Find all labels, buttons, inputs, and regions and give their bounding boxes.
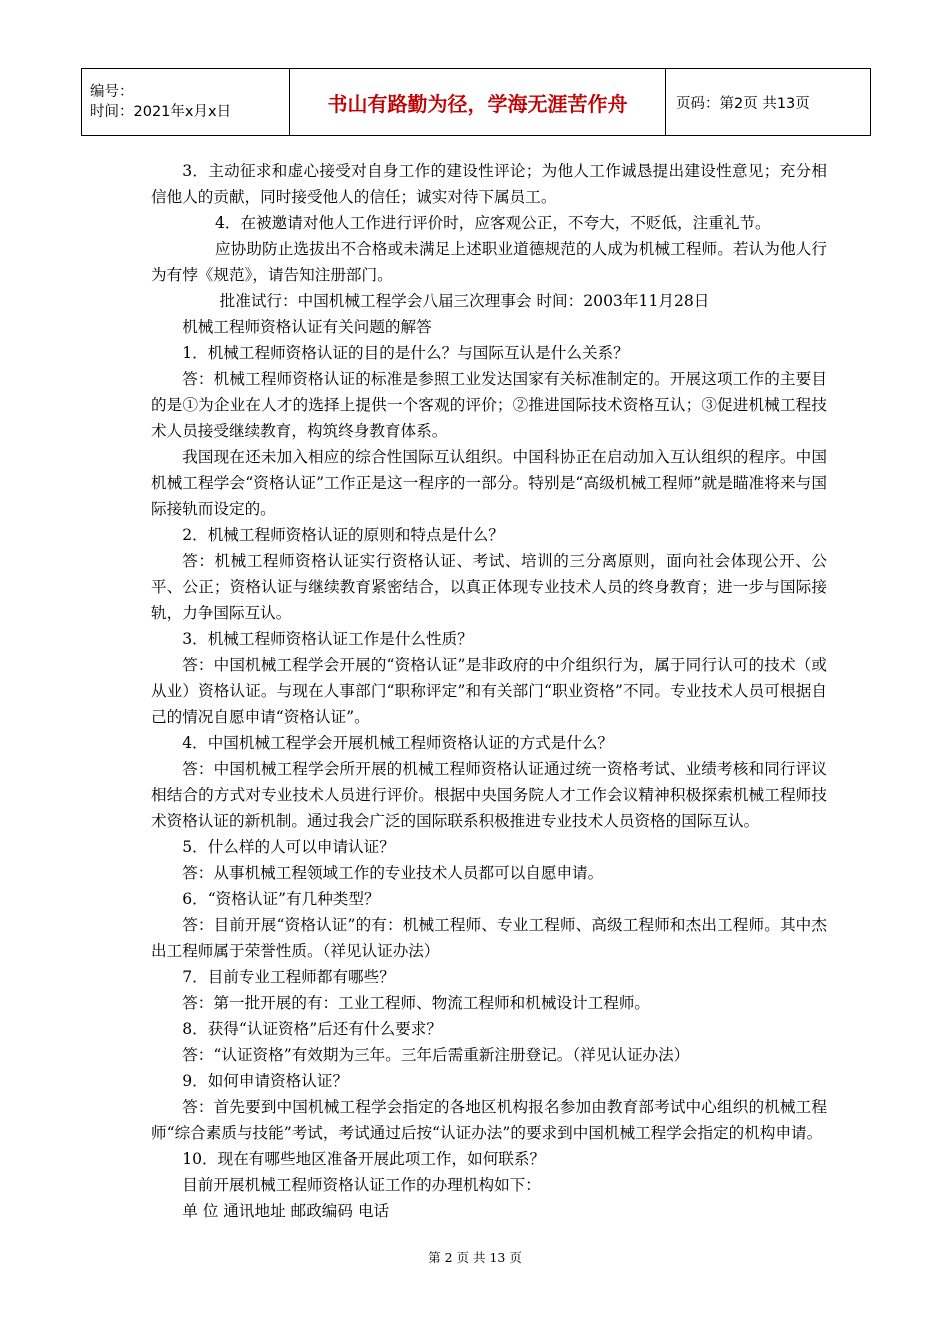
document-header bbox=[81, 68, 871, 136]
paragraph: 3．主动征求和虚心接受对自身工作的建设性评论；为他人工作诚恳提出建设性意见；充分相信他人的贡献，同时接受他人的信任；诚实对待下属员工。 bbox=[151, 162, 827, 206]
page-footer: 第 2 页 共 13 页 bbox=[428, 1250, 522, 1265]
answer: 答：从事机械工程领域工作的专业技术人员都可以自愿申请。 bbox=[182, 864, 604, 882]
answer: 答：机械工程师资格认证的标准是参照工业发达国家有关标准制定的。开展这项工作的主要目的是①为企业在人才的选择上提供一个客观的评价；②推进国际技术资格互认；③促进机械工程技术人员接受继续教育，构筑终身教育体系。 bbox=[151, 370, 827, 440]
question: 2．机械工程师资格认证的原则和特点是什么？ bbox=[182, 526, 504, 544]
number-label: 编号： bbox=[90, 84, 134, 100]
section-title: 机械工程师资格认证有关问题的解答 bbox=[182, 318, 432, 336]
question: 3．机械工程师资格认证工作是什么性质？ bbox=[182, 630, 473, 648]
question: 4．中国机械工程学会开展机械工程师资格认证的方式是什么？ bbox=[182, 734, 614, 752]
header-page-info: 页码：第2页 共13页 bbox=[666, 69, 871, 136]
paragraph: 我国现在还未加入相应的综合性国际互认组织。中国科协正在启动加入互认组织的程序。中国机械工程学会“资格认证”工作正是这一程序的一部分。特别是“高级机械工程师”就是瞄准将来与国际接轨而设定的。 bbox=[151, 448, 827, 518]
document-body bbox=[151, 158, 827, 1224]
answer: 答：首先要到中国机械工程学会指定的各地区机构报名参加由教育部考试中心组织的机械工程师“综合素质与技能”考试，考试通过后按“认证办法”的要求到中国机械工程学会指定的机构申请。 bbox=[151, 1098, 827, 1142]
answer: 答：“认证资格”有效期为三年。三年后需重新注册登记。（祥见认证办法） bbox=[182, 1046, 690, 1064]
time-label: 时间：2021年x月x日 bbox=[90, 104, 232, 120]
paragraph: 目前开展机械工程师资格认证工作的办理机构如下： bbox=[182, 1176, 541, 1194]
question: 1．机械工程师资格认证的目的是什么？与国际互认是什么关系？ bbox=[182, 344, 629, 362]
paragraph: 应协助防止选拔出不合格或未满足上述职业道德规范的人成为机械工程师。若认为他人行为有悖《规范》，请告知注册部门。 bbox=[151, 240, 827, 284]
answer: 答：机械工程师资格认证实行资格认证、考试、培训的三分离原则，面向社会体现公开、公平、公正；资格认证与继续教育紧密结合，以真正体现专业技术人员的终身教育；进一步与国际接轨，力争国际互认。 bbox=[151, 552, 827, 622]
answer: 答：目前开展“资格认证”的有：机械工程师、专业工程师、高级工程师和杰出工程师。其中杰出工程师属于荣誉性质。（祥见认证办法） bbox=[151, 916, 827, 960]
answer: 答：第一批开展的有：工业工程师、物流工程师和机械设计工程师。 bbox=[182, 994, 651, 1012]
question: 6．“资格认证”有几种类型？ bbox=[182, 890, 380, 908]
paragraph: 批准试行：中国机械工程学会八届三次理事会 时间：2003年11月28日 bbox=[219, 292, 710, 310]
answer: 答：中国机械工程学会所开展的机械工程师资格认证通过统一资格考试、业绩考核和同行评议相结合的方式对专业技术人员进行评价。根据中央国务院人才工作会议精神积极探索机械工程师技术资格认证的新机制。通过我会广泛的国际联系积极推进专业技术人员资格的国际互认。 bbox=[151, 760, 827, 830]
question: 5．什么样的人可以申请认证？ bbox=[182, 838, 395, 856]
answer: 答：中国机械工程学会开展的“资格认证”是非政府的中介组织行为，属于同行认可的技术（或从业）资格认证。与现在人事部门“职称评定”和有关部门“职业资格”不同。专业技术人员可根据自己的情况自愿申请“资格认证”。 bbox=[151, 656, 827, 726]
header-meta bbox=[82, 69, 290, 136]
question: 7．目前专业工程师都有哪些？ bbox=[182, 968, 395, 986]
header-motto: 书山有路勤为径，学海无涯苦作舟 bbox=[290, 69, 666, 136]
question: 9．如何申请资格认证？ bbox=[182, 1072, 349, 1090]
table-header-line: 单 位 通讯地址 邮政编码 电话 bbox=[182, 1202, 390, 1220]
question: 8．获得“认证资格”后还有什么要求？ bbox=[182, 1020, 442, 1038]
paragraph: 4．在被邀请对他人工作进行评价时，应客观公正，不夸大，不贬低，注重礼节。 bbox=[214, 214, 771, 232]
question: 10．现在有哪些地区准备开展此项工作，如何联系？ bbox=[182, 1150, 546, 1168]
